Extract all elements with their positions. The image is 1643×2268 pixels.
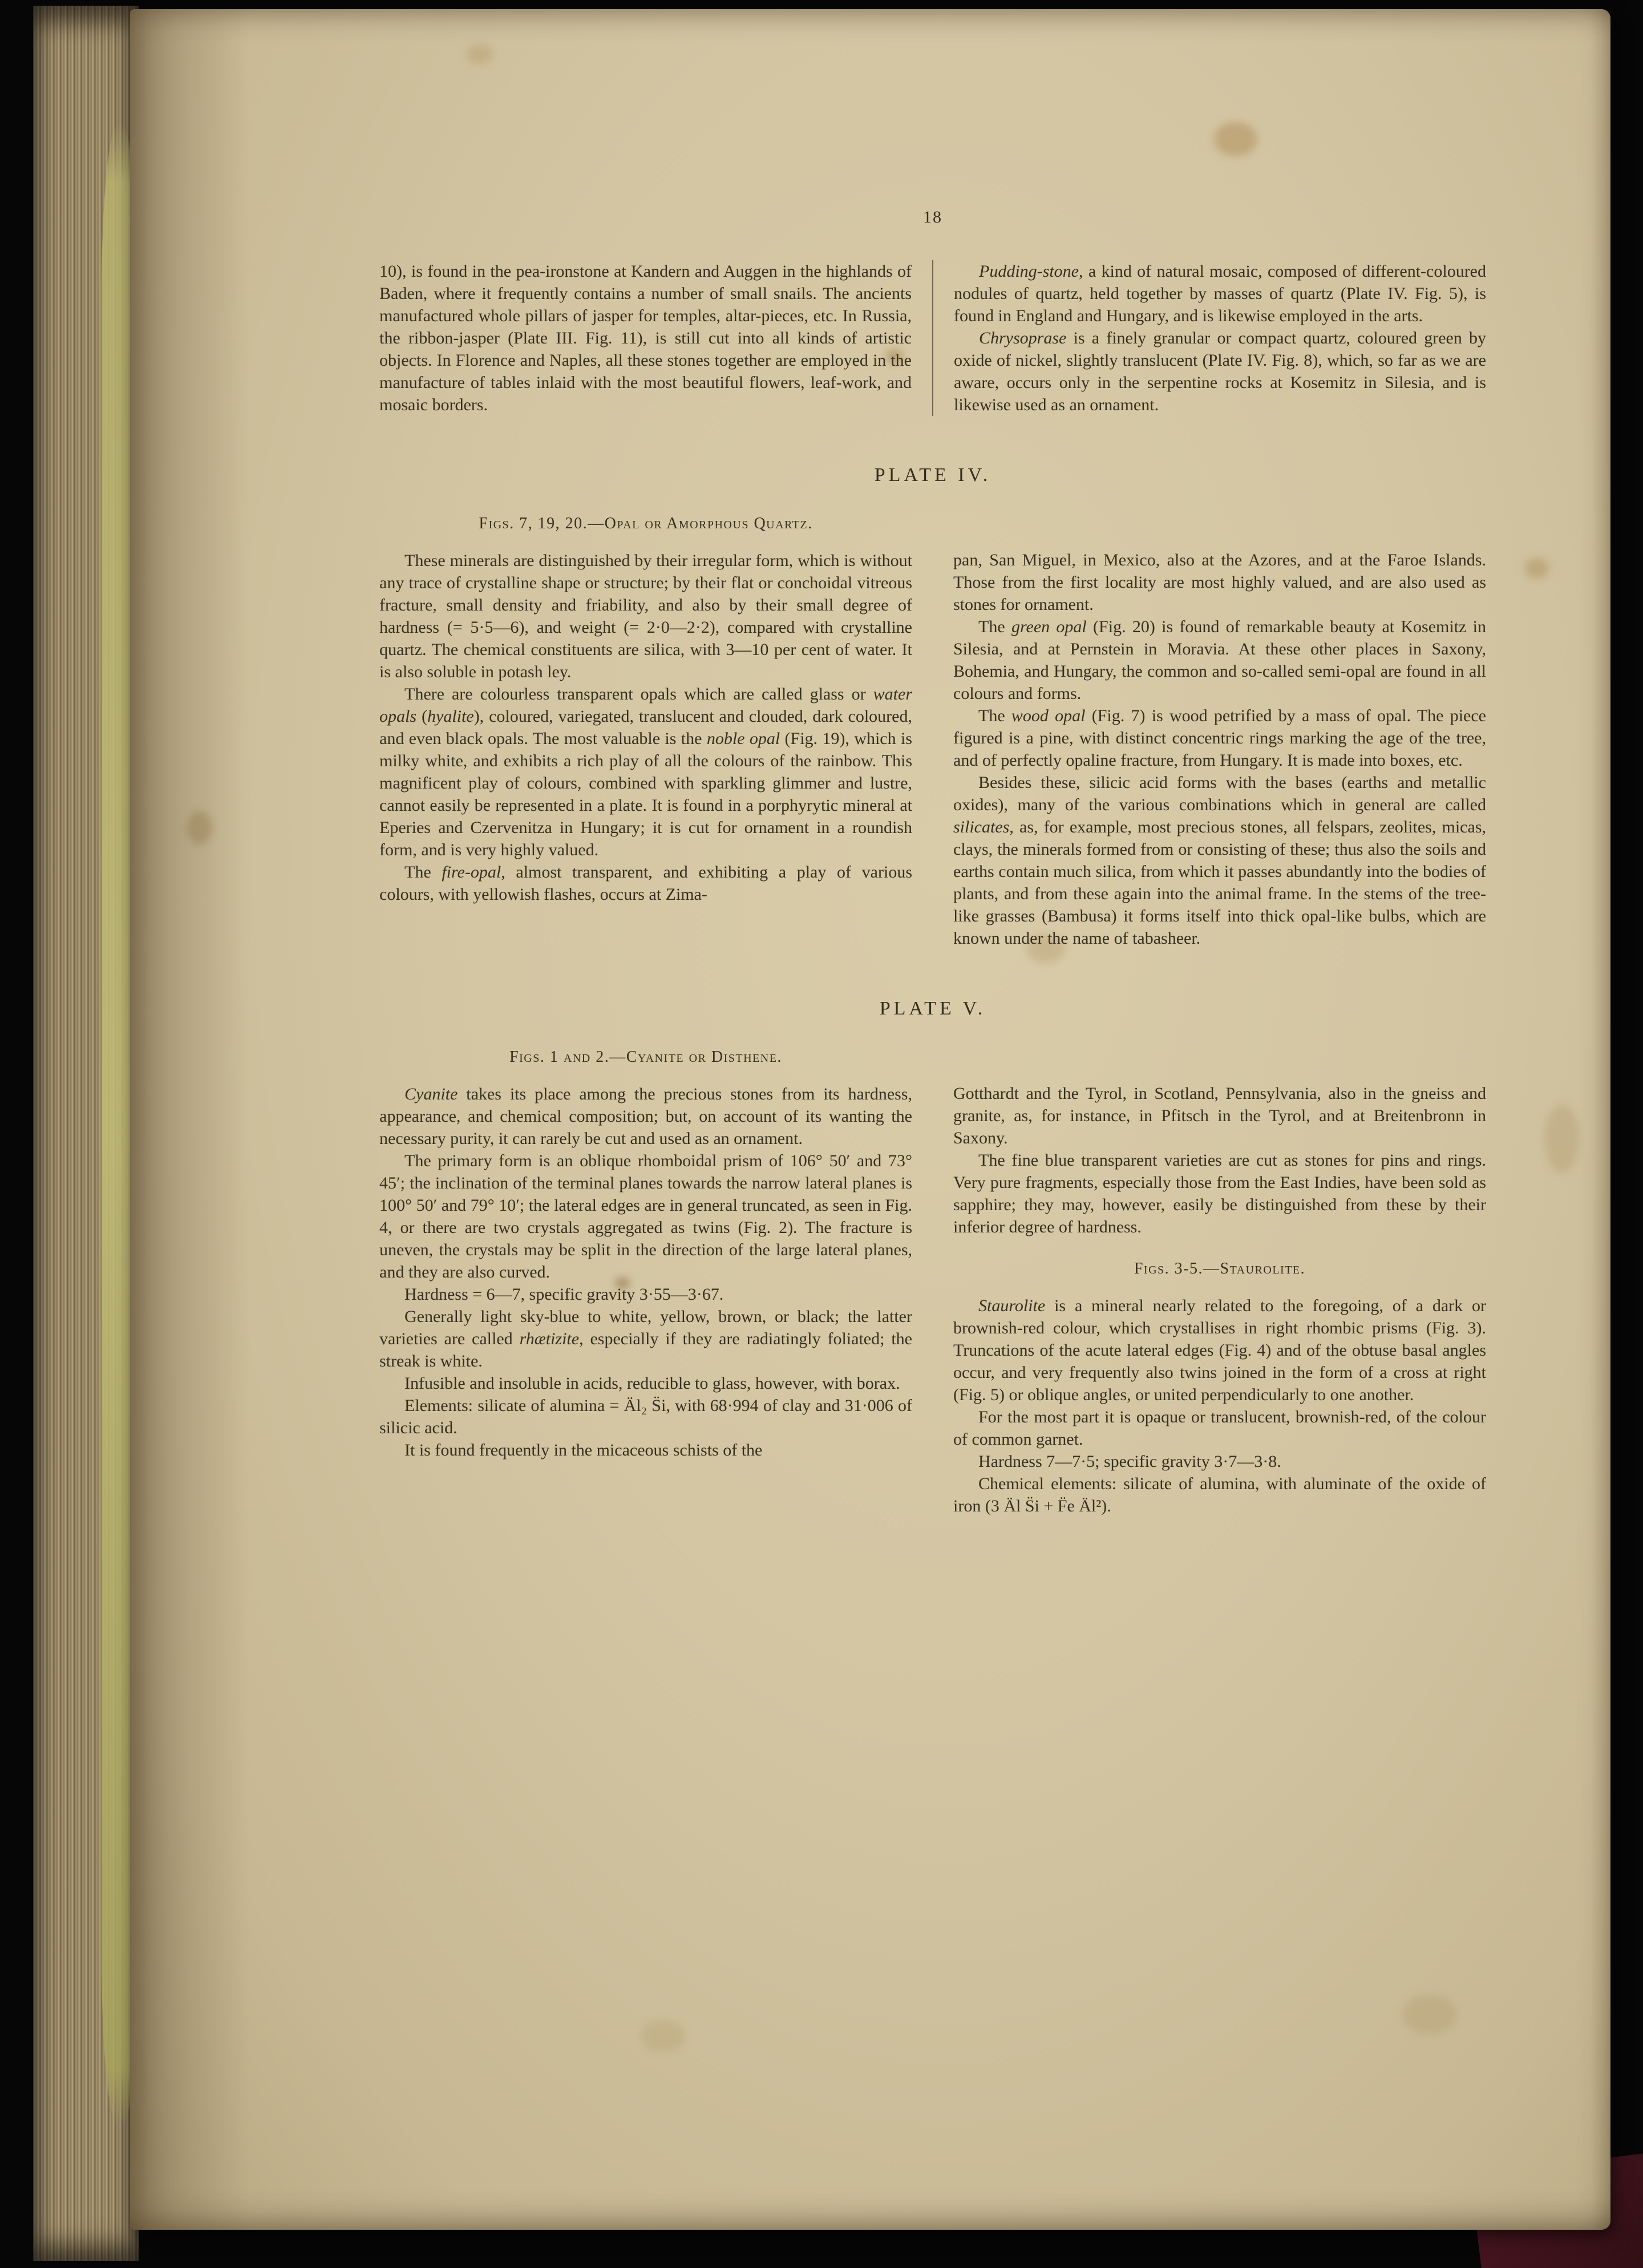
text-segment: Hardness 7—7·5; specific gravity 3·7—3·8. bbox=[978, 1452, 1281, 1471]
plate-iv-left-column bbox=[379, 512, 933, 905]
paragraph bbox=[379, 861, 912, 905]
paragraph bbox=[954, 260, 1486, 327]
paragraph bbox=[379, 1305, 912, 1372]
paragraph bbox=[954, 327, 1486, 416]
text-segment: The bbox=[978, 706, 1011, 725]
paragraph bbox=[379, 549, 912, 683]
text-segment: Staurolite bbox=[978, 1296, 1046, 1315]
text-segment: Infusible and insoluble in acids, reducible to glass, however, with borax. bbox=[404, 1374, 900, 1393]
plate-iv-section bbox=[379, 512, 1486, 949]
paragraph bbox=[953, 616, 1486, 705]
text-segment: There are colourless transparent opals which are called glass or bbox=[404, 685, 873, 704]
plate-v-heading: PLATE V. bbox=[879, 998, 986, 1019]
text-segment: Elements: silicate of alumina = Äl₂ S̈i, with 68·994 of clay and 31·006 of silicic acid. bbox=[379, 1396, 912, 1437]
foxing-stain bbox=[187, 811, 212, 845]
text-segment: For the most part it is opaque or translucent, brownish-red, of the colour of common garnet. bbox=[953, 1408, 1486, 1449]
foxing-stain bbox=[641, 2020, 685, 2052]
paragraph bbox=[953, 1406, 1486, 1450]
text-segment: wood opal bbox=[1011, 706, 1086, 725]
intro-right-column bbox=[933, 260, 1486, 416]
text-segment: Cyanite bbox=[404, 1085, 458, 1103]
plate-v-section bbox=[379, 1046, 1486, 1517]
text-segment: Chrysoprase bbox=[979, 329, 1067, 347]
paragraph bbox=[953, 705, 1486, 771]
text-segment: water opals bbox=[379, 685, 912, 726]
text-segment: is a mineral nearly related to the foregoing, of a dark or brownish-red colour, which crystallises in right rhombic prisms (Fig. 3). Truncations of the acute lateral edges (Fig. 4) and of the obtuse basal angles occur, and very frequently also twins joined in the form of a cross at right (Fig. 5) or oblique angles, or united perpendicularly to one another. bbox=[953, 1296, 1486, 1404]
text-segment: hyalite bbox=[427, 707, 474, 726]
text-segment: , a kind of natural mosaic, composed of different-coloured nodules of quartz, held together by masses of quartz (Plate IV. Fig. 5), is found in England and Hungary, and is likewise employed in the arts. bbox=[954, 262, 1486, 325]
paragraph bbox=[953, 549, 1486, 616]
text-segment: Hardness = 6—7, specific gravity 3·55—3·67. bbox=[404, 1285, 724, 1304]
text-segment: (Fig. 19), which is milky white, and exhibits a rich play of all the colours of the rainbow. This magnificent play of colours, combined with sparkling glimmer and lustre, cannot easily be represented in a plate. It is found in a porphyrytic mineral at Eperies and Czervenitza in Hungary; it is cut for ornament in a roundish form, and is very highly valued. bbox=[379, 729, 912, 859]
text-segment: pan, San Miguel, in Mexico, also at the Azores, and at the Faroe Islands. Those from the first locality are most highly valued, and are also used as stones for ornament. bbox=[953, 551, 1486, 614]
book-cover-spine bbox=[0, 0, 35, 2268]
plate-iv-heading: PLATE IV. bbox=[874, 464, 992, 486]
paragraph bbox=[379, 1372, 912, 1394]
text-segment: The bbox=[404, 863, 442, 882]
paragraph bbox=[953, 1295, 1486, 1406]
paragraph bbox=[379, 1083, 912, 1150]
plate-iv-right-column bbox=[933, 512, 1486, 949]
paragraph bbox=[379, 260, 912, 416]
paragraph bbox=[953, 771, 1486, 949]
text-segment: Gotthardt and the Tyrol, in Scotland, Pennsylvania, also in the gneiss and granite, as, for instance, in Pfitsch in the Tyrol, and at Breitenbronn in Saxony. bbox=[953, 1084, 1486, 1147]
intro-section bbox=[379, 260, 1486, 416]
text-segment: is a finely granular or compact quartz, coloured green by oxide of nickel, slightly translucent (Plate IV. Fig. 8), which, so far as we are aware, occurs only in the serpentine rocks at Kosemitz in Silesia, and is likewise used as an ornament. bbox=[954, 329, 1486, 414]
text-segment: 10), is found in the pea-ironstone at Kandern and Auggen in the highlands of Baden, where it frequently contains a number of small snails. The ancients manufactured whole pillars of jasper for temples, altar-pieces, etc. In Russia, the ribbon-jasper (Plate III. Fig. 11), is still cut into all kinds of artistic objects. In Florence and Naples, all these stones together are employed in the manufacture of tables inlaid with the most beautiful flowers, leaf-work, and mosaic borders. bbox=[379, 262, 912, 414]
text-segment: Besides these, silicic acid forms with the bases (earths and metallic oxides), many of the various combinations which in general are called bbox=[953, 773, 1486, 814]
plate-v-right-column bbox=[933, 1046, 1486, 1517]
text-segment: ( bbox=[416, 707, 427, 726]
paragraph bbox=[379, 1394, 912, 1439]
text-segment: Pudding-stone bbox=[979, 262, 1079, 281]
paragraph bbox=[953, 1450, 1486, 1473]
plate-v-left-column bbox=[379, 1046, 933, 1461]
paragraph bbox=[379, 1150, 912, 1283]
paragraph bbox=[379, 1439, 912, 1461]
text-segment: , almost transparent, and exhibiting a play of various colours, with yellowish flashes, occurs at Zima- bbox=[379, 863, 913, 904]
paragraph bbox=[953, 1082, 1486, 1149]
text-segment: (Fig. 20) is found of remarkable beauty at Kosemitz in Silesia, and at Pernstein in Moravia. At these other places in Saxony, Bohemia, and Hungary, the common and so-called semi-opal are found in all colours and forms. bbox=[953, 617, 1486, 703]
text-segment: It is found frequently in the micaceous schists of the bbox=[404, 1441, 763, 1460]
figure-heading: Figs. 3-5.—Staurolite. bbox=[1134, 1260, 1306, 1277]
figure-heading: Figs. 1 and 2.—Cyanite or Disthene. bbox=[509, 1048, 782, 1066]
paragraph bbox=[953, 1149, 1486, 1238]
text-segment: The primary form is an oblique rhomboidal prism of 106° 50′ and 73° 45′; the inclination of the terminal planes towards the narrow lateral planes is 100° 50′ and 79° 10′; the lateral edges are in general truncated, as seen in Fig. 4, or there are two crystals aggregated as twins (Fig. 2). The fracture is uneven, the crystals may be split in the direction of the large lateral planes, and they are also curved. bbox=[379, 1151, 912, 1281]
text-segment: The bbox=[978, 617, 1011, 636]
text-segment: green opal bbox=[1011, 617, 1087, 636]
text-segment: , as, for example, most precious stones, all felspars, zeolites, micas, clays, the minerals formed from or consisting of these; thus also the soils and earths contain much silica, from which it passes abundantly into the bodies of plants, and from these again into the animal frame. In the stems of the tree-like grasses (Bambusa) it forms itself into thick opal-like bulbs, which are known under the name of tabasheer. bbox=[953, 818, 1486, 948]
text-segment: These minerals are distinguished by their irregular form, which is without any trace of crystalline shape or structure; by their flat or conchoidal vitreous fracture, small density and friability, and also by their small degree of hardness (= 5·5—6), and weight (= 2·0—2·2), compared with crystalline quartz. The chemical constituents are silica, with 3—10 per cent of water. It is also soluble in potash ley. bbox=[379, 551, 912, 681]
text-segment: , especially if they are radiatingly foliated; the streak is white. bbox=[379, 1329, 912, 1370]
paragraph bbox=[953, 1473, 1486, 1517]
paragraph bbox=[379, 683, 912, 861]
text-segment: takes its place among the precious stones from its hardness, appearance, and chemical composition; but, on account of its wanting the necessary purity, it can rarely be cut and used as an ornament. bbox=[379, 1085, 912, 1148]
page-number: 18 bbox=[923, 208, 942, 227]
text-segment: ), coloured, variegated, translucent and clouded, dark coloured, and even black opals. The most valuable is the bbox=[379, 707, 912, 748]
text-segment: Generally light sky-blue to white, yellow, brown, or black; the latter varieties are called bbox=[379, 1307, 912, 1348]
paragraph bbox=[379, 1283, 912, 1305]
text-segment: rhætizite bbox=[519, 1329, 580, 1348]
text-segment: The fine blue transparent varieties are cut as stones for pins and rings. Very pure fragments, especially those from the East Indies, have been sold as sapphire; they may, however, easily be distinguished from these by their inferior degree of hardness. bbox=[953, 1151, 1486, 1236]
book-page bbox=[130, 9, 1610, 2230]
text-segment: Chemical elements: silicate of alumina, with aluminate of the oxide of iron (3 Äl S̈i + F̈e Äl²). bbox=[953, 1474, 1486, 1515]
foxing-stain bbox=[1525, 558, 1549, 579]
text-segment: noble opal bbox=[706, 729, 780, 748]
printed-content bbox=[379, 9, 1486, 1517]
text-segment: silicates bbox=[953, 818, 1010, 836]
foxing-stain bbox=[1402, 1995, 1457, 2035]
text-segment: fire-opal bbox=[442, 863, 501, 882]
foxing-stain bbox=[1545, 1105, 1579, 1173]
intro-left-column bbox=[379, 260, 932, 416]
figure-heading: Figs. 7, 19, 20.—Opal or Amorphous Quartz. bbox=[479, 515, 813, 532]
text-segment: (Fig. 7) is wood petrified by a mass of opal. The piece figured is a pine, with distinct concentric rings marking the age of the tree, and of perfectly opaline fracture, from Hungary. It is made into boxes, etc. bbox=[953, 706, 1486, 770]
